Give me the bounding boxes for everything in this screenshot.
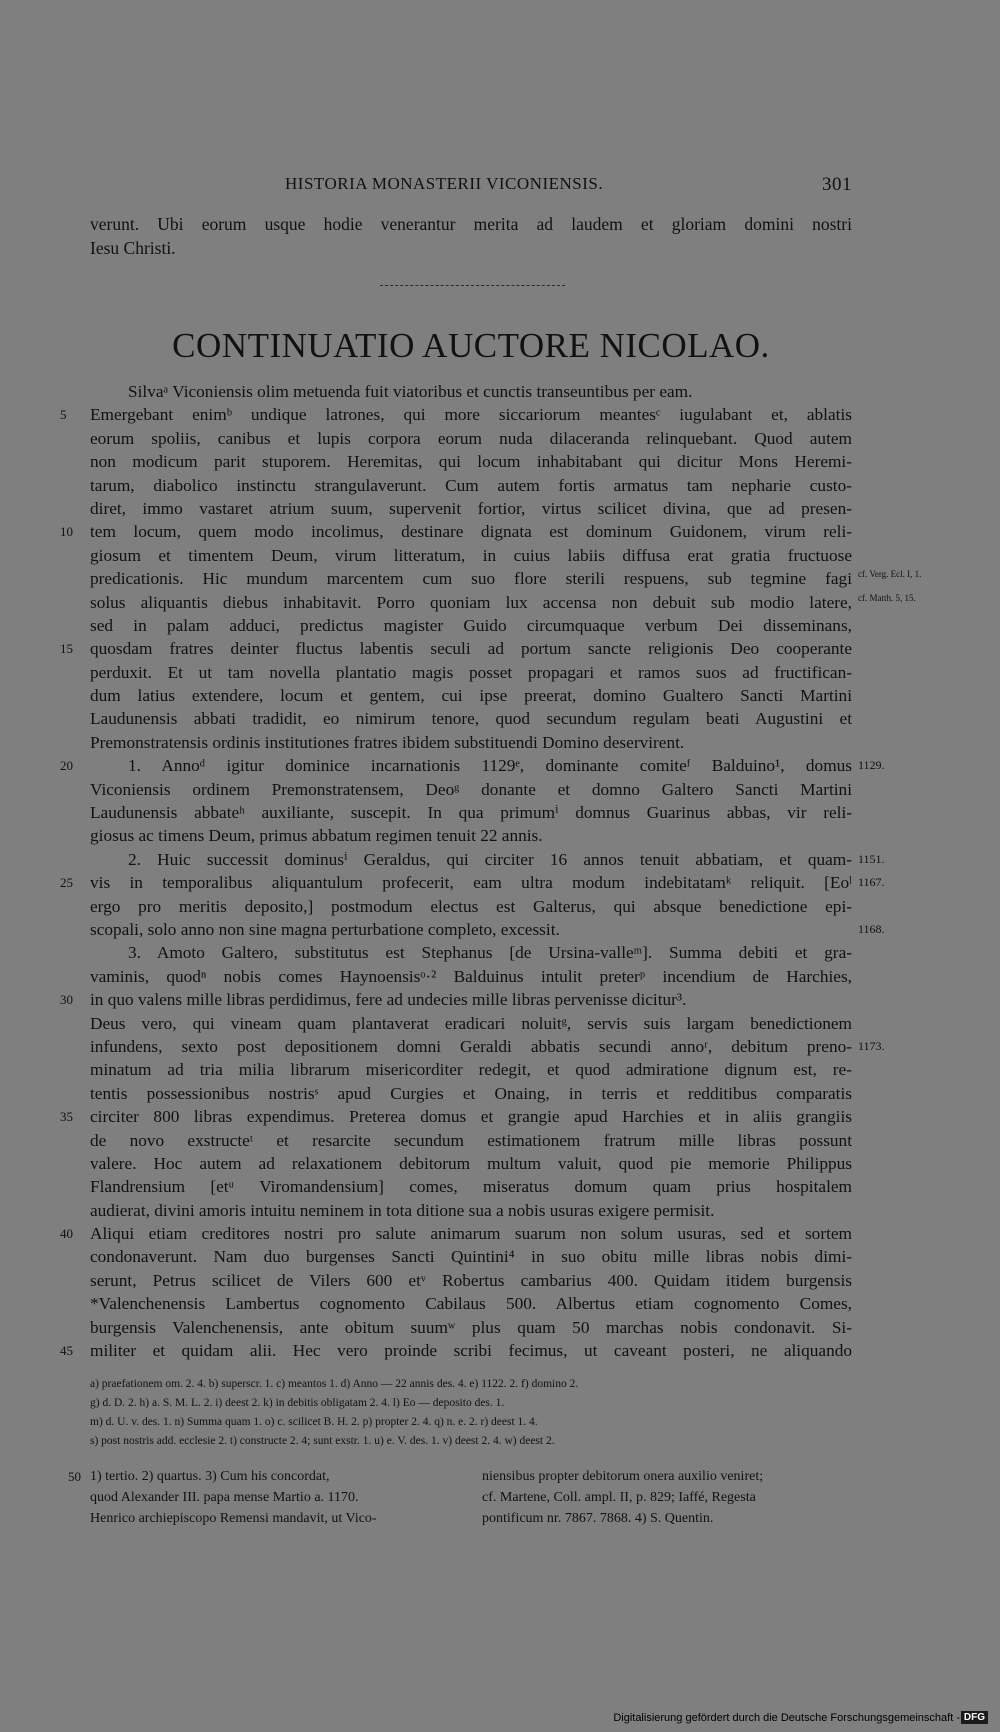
line-text: ergo pro meritis deposito,] postmodum electus est Galterus, qui absque benedictione epi- (90, 896, 852, 916)
apparatus-line: m) d. U. v. des. 1. n) Summa quam 1. o) c. scilicet B. H. 2. p) propter 2. 4. q) n. e. 2. r) deest 1. 4. (90, 1416, 538, 1428)
line-text: tentis possessionibus nostrisˢ apud Curgies et Onaing, in terris et redditibus comparatis (90, 1083, 852, 1103)
line-text: giosus ac timens Deum, primus abbatum regimen tenuit 22 annis. (90, 826, 543, 846)
text-line (0, 427, 852, 450)
line-text: giosum et timentem Deum, virum litteratum, in cuius labiis diffusa erat gratia fructuose (90, 545, 852, 565)
text-line (0, 871, 885, 894)
page-number: 301 (822, 174, 852, 195)
line-text: vaminis, quodⁿ nobis comes Haynoensisᵒ·² Balduinus intulit preterᵖ incendium de Harchies, (90, 966, 852, 986)
line-text: scopali, solo anno non sine magna perturbatione completo, excessit. (90, 919, 560, 939)
continuation-title: CONTINUATIO AUCTORE NICOLAO. (172, 326, 770, 365)
text-line (0, 591, 916, 614)
line-text: tarum, diabolico instinctu strangulaverunt. Cum autem fortis armatus tam nepharie custo- (90, 475, 852, 495)
line-text: Deus vero, qui vineam quam plantaverat eradicari noluitᵍ, servis suis largam benedictionem (90, 1013, 852, 1033)
text-line (0, 497, 852, 520)
text-line (0, 1245, 852, 1268)
text-line (0, 567, 922, 590)
text-line (0, 450, 852, 473)
line-number: 35 (60, 1109, 73, 1125)
section-ornament (380, 285, 565, 286)
line-text: serunt, Petrus scilicet de Vilers 600 etᵛ Robertus cambarius 400. Quidam itidem burgensis (90, 1270, 852, 1290)
text-line (0, 520, 852, 543)
intro-line: Iesu Christi. (90, 238, 176, 258)
line-text: perduxit. Et ut tam novella plantatio magis posset propagari et ramos suos ad fructifican- (90, 662, 852, 682)
text-line (0, 1175, 852, 1198)
line-text: in quo valens mille libras perdidimus, fere ad undecies mille libras pervenisse dicitur³. (90, 990, 687, 1010)
line-text: Aliqui etiam creditores nostri pro salute animarum suarum non solum usuras, sed et sortem (90, 1224, 852, 1244)
intro-line: verunt. Ubi eorum usque hodie venerantur merita ad laudem et gloriam domini nostri (90, 214, 852, 234)
line-text: eorum spoliis, canibus et lupis corpora eorum nuda dilaceranda relinquebant. Quod autem (90, 428, 852, 448)
line-text: predicationis. Hic mundum marcentem cum suo flore sterili respuens, sub tegmine fagi (90, 569, 852, 589)
text-line (0, 965, 852, 988)
text-line (0, 474, 852, 497)
text-line (0, 1082, 852, 1105)
text-line (0, 1292, 852, 1315)
line-text: Premonstratensis ordinis institutiones fratres ibidem substituendi Domino deservirent. (90, 732, 685, 752)
line-text: de novo exstructeᵗ et resarcite secundum estimationem fratrum mille libras possunt (90, 1130, 852, 1150)
line-text: *Valenchenensis Lambertus cognomento Cabilaus 500. Albertus etiam cognomento Comes, (90, 1294, 852, 1314)
text-line (0, 707, 852, 730)
text-line (0, 988, 852, 1011)
line-text: Viconiensis ordinem Premonstratensem, Deoᵍ donante et domno Galtero Sancti Martini (90, 779, 852, 799)
line-text: diret, immo vastaret atrium suum, supervenit fortior, virtus scilicet divina, que ad presen- (90, 498, 852, 518)
text-line (0, 1222, 852, 1245)
text-line (0, 895, 852, 918)
margin-note: cf. Verg. Ecl. I, 1. (858, 569, 922, 580)
text-line (0, 754, 885, 777)
text-line (0, 1012, 852, 1035)
line-number: 25 (60, 875, 73, 891)
line-text: minatum ad tria milia librarum misericorditer redegit, et quod admiratione dignum est, re- (90, 1060, 852, 1080)
text-line (0, 1058, 852, 1081)
line-text: circiter 800 libras expendimus. Preterea domus et grangie apud Harchies et in aliis grangiis (90, 1107, 852, 1127)
main-text (0, 380, 1000, 1362)
line-text: burgensis Valenchenensis, ante obitum suumʷ plus quam 50 marchas nobis condonavit. Si- (90, 1317, 852, 1337)
line-text: condonaverunt. Nam duo burgenses Sancti Quintini⁴ in suo obitu mille libras nobis dimi- (90, 1247, 852, 1267)
text-line (0, 1129, 852, 1152)
text-line (0, 731, 852, 754)
text-line (0, 380, 852, 403)
margin-note: 1168. (858, 921, 885, 936)
line-text: militer et quidam alii. Hec vero proinde scribi fecimus, ut caveant posteri, ne aliquando (90, 1341, 852, 1361)
dfg-logo: DFG (961, 1711, 988, 1724)
line-text: Flandrensium [etᵘ Viromandensium] comes, miseratus domum quam prius hospitalem (90, 1177, 852, 1197)
margin-note: 1129. (858, 758, 885, 773)
text-line (0, 637, 852, 660)
line-number: 5 (60, 407, 67, 423)
line-text: tem locum, quem modo incolimus, destinare dignata est dominum Guidonem, virum reli- (90, 522, 852, 542)
footnote-line: Henrico archiepiscopo Remensi mandavit, ut Vico- (90, 1511, 377, 1526)
line-number: 20 (60, 758, 73, 774)
text-line (0, 1199, 852, 1222)
line-text: infundens, sexto post depositionem domni Geraldi abbatis secundi annoʳ, debitum preno- (90, 1036, 852, 1056)
footnote-line: niensibus propter debitorum onera auxilio veniret; (482, 1469, 764, 1484)
text-line (0, 824, 852, 847)
line-text: Silvaᵃ Viconiensis olim metuenda fuit viatoribus et cunctis transeuntibus per eam. (128, 382, 693, 401)
text-line (0, 1316, 852, 1339)
line-text: 3. Amoto Galtero, substitutus est Stephanus [de Ursina-valleᵐ]. Summa debiti et gra- (128, 943, 852, 963)
text-line (0, 918, 885, 941)
line-text: valere. Hoc autem ad relaxationem debitorum multum valuit, quod pie memorie Philippus (90, 1153, 852, 1173)
text-line (0, 614, 852, 637)
line-text: Laudunensis abbateʰ auxiliante, suscepit. In qua primumⁱ domnus Guarinus abbas, vir reli- (90, 803, 852, 823)
line-text: vis in temporalibus aliquantulum profecerit, eam ultra modum indebitatamᵏ reliquit. [Eoˡ (90, 873, 852, 893)
apparatus-line: g) d. D. 2. h) a. S. M. L. 2. i) deest 2. k) in debitis obligatam 2. 4. l) Eo — deposito des. 1. (90, 1397, 505, 1409)
line-number: 50 (68, 1469, 81, 1484)
footnotes (68, 1466, 852, 1529)
footnote-line: pontificum nr. 7867. 7868. 4) S. Quentin. (482, 1511, 714, 1526)
line-text: audierat, divini amoris intuitu neminem in tota ditione sua a nobis usuras exigere permisit. (90, 1200, 715, 1220)
line-text: Emergebant enimᵇ undique latrones, qui more siccariorum meantesᶜ iugulabant et, ablatis (90, 405, 852, 425)
margin-note: 1151. (858, 851, 885, 866)
line-text: 2. Huic successit dominusⁱ Geraldus, qui circiter 16 annos tenuit abbatiam, et quam- (128, 849, 852, 869)
line-text: non modicum parit stuporem. Heremitas, qui locum inhabitabant qui dicitur Mons Heremi- (90, 452, 852, 472)
line-text: quosdam fratres deinter fluctus labentis seculi ad portum sancte religionis Deo cooperante (90, 639, 852, 659)
text-line (0, 778, 852, 801)
text-line (0, 544, 852, 567)
text-line (0, 1152, 852, 1175)
text-line (0, 661, 852, 684)
line-number: 30 (60, 992, 73, 1008)
text-line (0, 403, 852, 426)
text-line (0, 801, 852, 824)
text-line (0, 1035, 885, 1058)
margin-note: 1173. (858, 1038, 885, 1053)
running-title: HISTORIA MONASTERII VICONIENSIS. (285, 174, 604, 193)
critical-apparatus (90, 1375, 880, 1451)
line-number: 15 (60, 641, 73, 657)
line-number: 10 (60, 524, 73, 540)
intro-text (90, 212, 852, 260)
apparatus-line: a) praefationem om. 2. 4. b) superscr. 1. c) meantos 1. d) Anno — 22 annis des. 4. e) 1122. 2. f) domino 2. (90, 1378, 579, 1390)
line-text: sed in palam adduci, predictus magister Guido circumquaque verbum Dei disseminans, (90, 615, 852, 635)
footer-text: Digitalisierung gefördert durch die Deutsche Forschungsgemeinschaft - (613, 1712, 960, 1724)
line-number: 40 (60, 1226, 73, 1242)
line-text: Laudunensis abbati tradidit, eo nimirum tenore, quod secundum regulam beati Augustini et (90, 709, 852, 729)
text-line (0, 1339, 852, 1362)
margin-note: cf. Matth. 5, 15. (858, 592, 916, 603)
text-line (0, 941, 852, 964)
text-line (0, 684, 852, 707)
footnote-line: quod Alexander III. papa mense Martio a. 1170. (90, 1490, 359, 1505)
margin-note: 1167. (858, 875, 885, 890)
line-text: dum latius extendere, locum et gentem, cui ipse preerat, domino Gualtero Sancti Martini (90, 686, 852, 706)
line-number: 45 (60, 1343, 73, 1359)
text-line (0, 848, 885, 871)
footnote-line: cf. Martene, Coll. ampl. II, p. 829; Iaffé, Regesta (482, 1490, 756, 1505)
line-text: 1. Annoᵈ igitur dominice incarnationis 1129ᵉ, dominante comiteᶠ Balduino¹, domus (128, 756, 852, 776)
line-text: solus aliquantis diebus inhabitavit. Porro quoniam lux accensa non debuit sub modio latere, (90, 592, 852, 612)
text-line (0, 1105, 852, 1128)
text-line (0, 1269, 852, 1292)
apparatus-line: s) post nostris add. ecclesie 2. t) constructe 2. 4; sunt exstr. 1. u) e. V. des. 1. v) deest 2. 4. w) deest 2. (90, 1435, 555, 1447)
footnote-line: 1) tertio. 2) quartus. 3) Cum his concordat, (90, 1469, 330, 1484)
